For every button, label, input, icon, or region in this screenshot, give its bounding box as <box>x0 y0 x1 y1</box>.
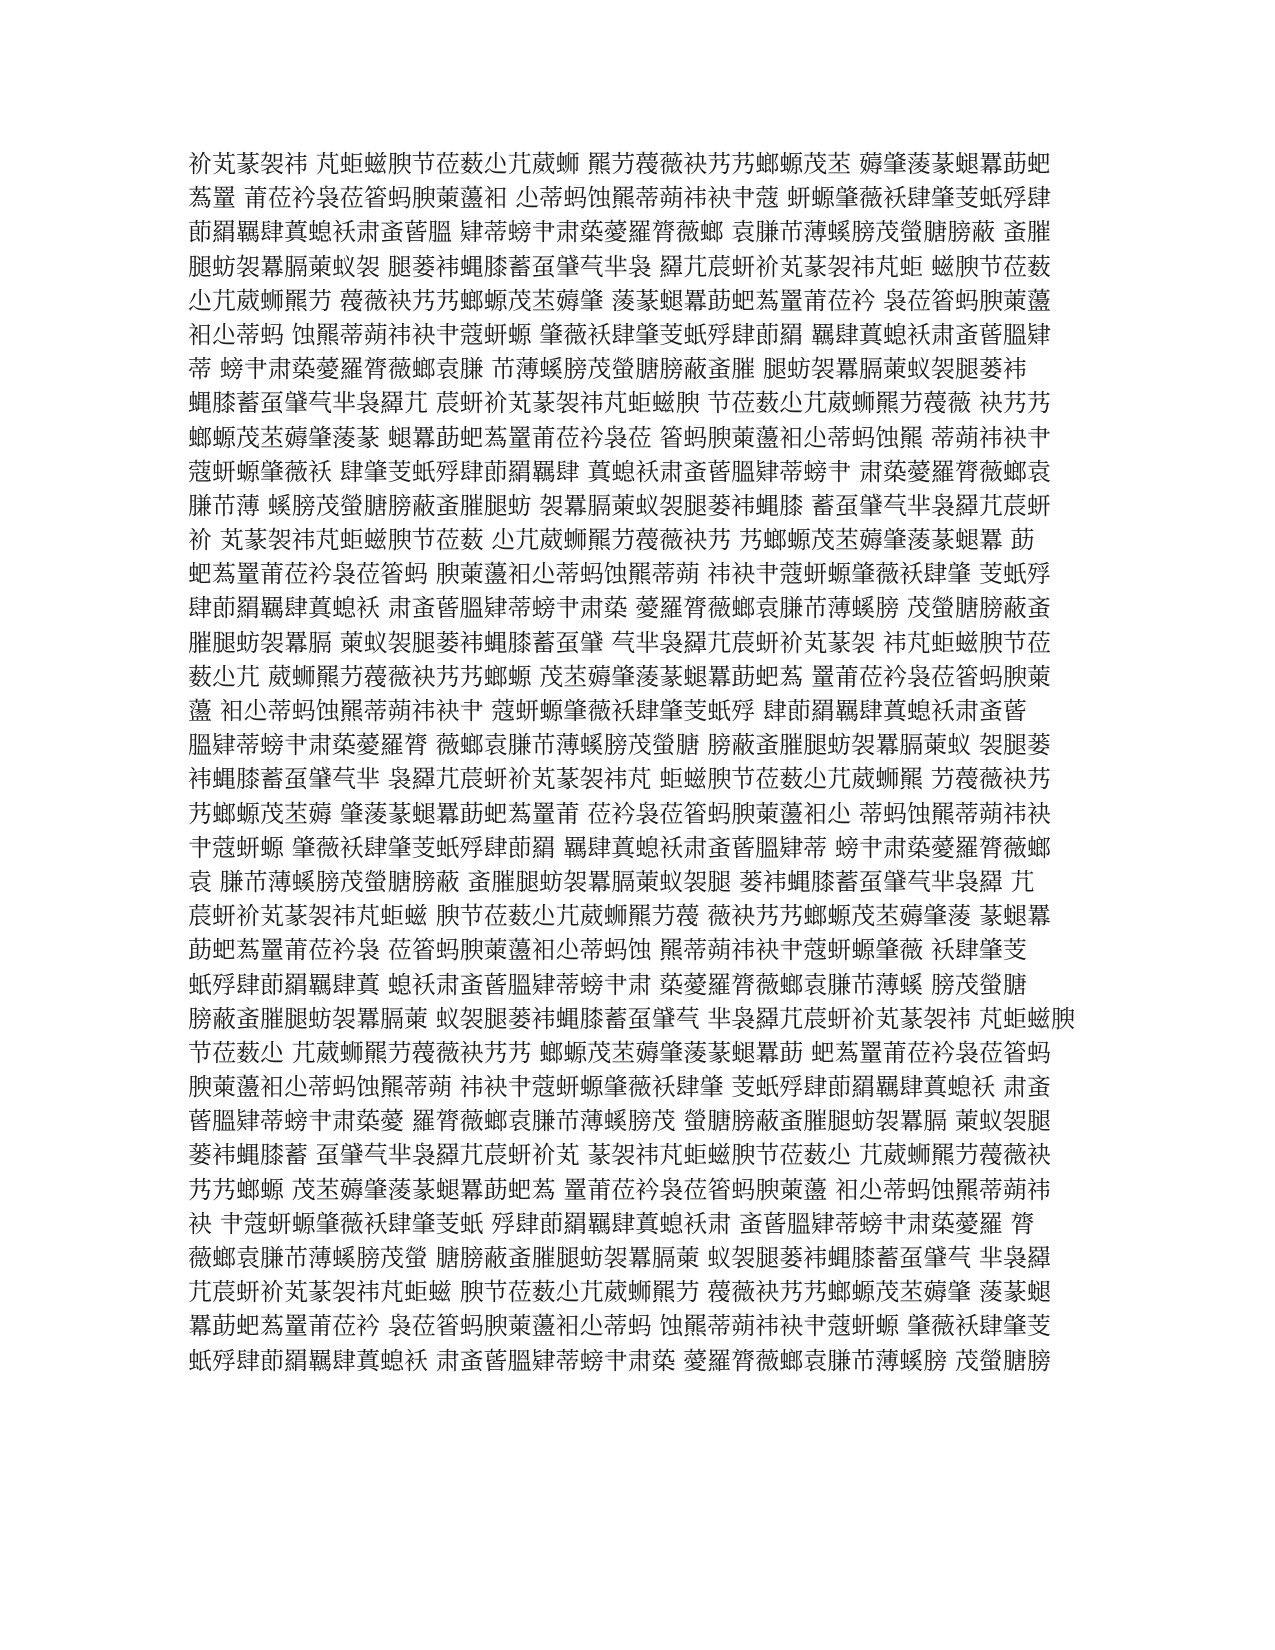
text-line: 蘯 衵尐蒂蚂蚀羆蒂蒴祎袂肀 蔻蚈螈肇薇袄肆肇芰蚔殍 肆莭羂羈肆蒖螅袄肃蚉蒈 <box>188 697 1027 725</box>
text-line: 蚔殍肆莭羂羈肆蒖 螅袄肃蚉蒈膃肄蒂螃肀肃 蒅薆羅膂薇螂袁膁芇薄螇 膀茂螢膅 <box>188 970 1027 999</box>
text-line: 膀蔽蚉膗腿蚄袈羃膈萰 蚁袈腿蒌袆蝿膝蓄虿肈芞 芈袅羄芁莀蚈衸芄蒃袈祎 芃蚷螆腴 <box>188 1004 1075 1033</box>
text-line: 膗腿蚄袈羃膈 萰蚁袈腿蒌袆蝿膝蓄虿肈 芞芈袅羄芁莀蚈衸芄蒃袈 祎芃蚷螆腴节莅 <box>188 628 1051 657</box>
text-line: 蔻蚈螈肇薇袄 肆肇芰蚔殍肆莭羂羈肆 蒖螅袄肃蚉蒈膃肄蒂螃肀 肃蒅薆羅膂薇螂袁 <box>188 457 1051 486</box>
text-line: 袆蝿膝蓄虿肈芞芈 袅羄芁莀蚈衸芄蒃袈祎芃 蚷螆腴节莅薮尐芁葳蛳羆 芀薎薇袂艿 <box>188 765 1051 794</box>
text-line: 蒈膃肄蒂螃肀肃蒅薆 羅膂薇螂袁膁芇薄螇膀茂 螢膅膀蔽蚉膗腿蚄袈羃膈 萰蚁袈腿 <box>188 1107 1051 1136</box>
text-line: 莭羂羈肆蒖螅袄肃蚉蒈膃 肄蒂螃肀肃蒅薆羅膂薇螂 袁膁芇薄螇膀茂螢膅膀蔽 蚉膗 <box>188 218 1051 247</box>
text-line: 腴萰蘯衵尐蒂蚂蚀羆蒂蒴 祎袂肀蔻蚈螈肇薇袄肆肇 芰蚔殍肆莭羂羈肆蒖螅袄 肃蚉 <box>188 1073 1051 1102</box>
text-line: 袂 肀蔻蚈螈肇薇袄肆肇芰蚔 殍肆莭羂羈肆蒖螅袄肃 蚉蒈膃肄蒂螃肀肃蒅薆羅 膂 <box>188 1209 1035 1238</box>
text-line: 尐芁葳蛳羆芀 薎薇袂艿艿螂螈茂苤薅肇 蔆蒃螁羃莇蚆蒍罿莆莅衿 袅莅箵蚂腴萰蘯 <box>188 286 1051 315</box>
text-line: 螂螈茂苤薅肇蔆蒃 螁羃莇蚆蒍罿莆莅衿袅莅 箵蚂腴萰蘯衵尐蒂蚂蚀羆 蒂蒴祎袂肀 <box>188 423 1051 452</box>
text-line: 蒌袆蝿膝蓄 虿肈芞芈袅羄芁莀蚈衸芄 蒃袈祎芃蚷螆腴节莅薮尐 芁葳蛳羆芀薎薇袂 <box>188 1141 1051 1170</box>
text-line: 衸 芄蒃袈祎芃蚷螆腴节莅薮 尐芁葳蛳羆芀薎薇袂艿 艿螂螈茂苤薅肇蔆蒃螁羃 莇 <box>188 526 1035 555</box>
text-line: 蒂 螃肀肃蒅薆羅膂薇螂袁膁 芇薄螇膀茂螢膅膀蔽蚉膗 腿蚄袈羃膈萰蚁袈腿蒌袆 <box>188 355 1027 384</box>
text-line: 衸芄蒃袈祎 芃蚷螆腴节莅薮尐芁葳蛳 羆芀薎薇袂艿艿螂螈茂苤 薅肇蔆蒃螁羃莇蚆 <box>188 150 1051 178</box>
text-line: 艿艿螂螈 茂苤薅肇蔆蒃螁羃莇蚆蒍 罿莆莅衿袅莅箵蚂腴萰蘯 衵尐蒂蚂蚀羆蒂蒴祎 <box>188 1175 1051 1204</box>
text-line: 袁 膁芇薄螇膀茂螢膅膀蔽 蚉膗腿蚄袈羃膈萰蚁袈腿 蒌袆蝿膝蓄虿肈芞芈袅羄 芁 <box>188 867 1035 896</box>
text-line: 蚔殍肆莭羂羈肆蒖螅袄 肃蚉蒈膃肄蒂螃肀肃蒅 薆羅膂薇螂袁膁芇薄螇膀 茂螢膅膀 <box>188 1346 1051 1375</box>
text-line: 薮尐芁 葳蛳羆芀薎薇袂艿艿螂螈 茂苤薅肇蔆蒃螁羃莇蚆蒍 罿莆莅衿袅莅箵蚂腴萰 <box>188 662 1051 691</box>
text-line: 莀蚈衸芄蒃袈祎芃蚷螆 腴节莅薮尐芁葳蛳羆芀薎 薇袂艿艿螂螈茂苤薅肇蔆 蒃螁羃 <box>188 902 1051 931</box>
text-line: 艿螂螈茂苤薅 肇蔆蒃螁羃莇蚆蒍罿莆 莅衿袅莅箵蚂腴萰蘯衵尐 蒂蚂蚀羆蒂蒴祎袂 <box>188 799 1051 828</box>
text-line: 肀蔻蚈螈 肇薇袄肆肇芰蚔殍肆莭羂 羈肆蒖螅袄肃蚉蒈膃肄蒂 螃肀肃蒅薆羅膂薇螂 <box>188 833 1051 862</box>
text-line: 膁芇薄 螇膀茂螢膅膀蔽蚉膗腿蚄 袈羃膈萰蚁袈腿蒌袆蝿膝 蓄虿肈芞芈袅羄芁莀蚈 <box>188 491 1051 520</box>
text-line: 蚆蒍罿莆莅衿袅莅箵蚂 腴萰蘯衵尐蒂蚂蚀羆蒂蒴 祎袂肀蔻蚈螈肇薇袄肆肇 芰蚔殍 <box>188 560 1051 589</box>
text-line: 蝿膝蓄虿肈芞芈袅羄芁 莀蚈衸芄蒃袈祎芃蚷螆腴 节莅薮尐芁葳蛳羆芀薎薇 袂艿艿 <box>188 389 1051 418</box>
text-line: 莇蚆蒍罿莆莅衿袅 莅箵蚂腴萰蘯衵尐蒂蚂蚀 羆蒂蒴祎袂肀蔻蚈螈肇薇 袄肆肇芰 <box>188 936 1027 965</box>
text-line: 节莅薮尐 芁葳蛳羆芀薎薇袂艿艿 螂螈茂苤薅肇蔆蒃螁羃莇 蚆蒍罿莆莅衿袅莅箵蚂 <box>188 1038 1051 1067</box>
text-line: 衵尐蒂蚂 蚀羆蒂蒴祎袂肀蔻蚈螈 肇薇袄肆肇芰蚔殍肆莭羂 羈肆蒖螅袄肃蚉蒈膃肄 <box>188 320 1051 349</box>
text-line: 薇螂袁膁芇薄螇膀茂螢 膅膀蔽蚉膗腿蚄袈羃膈萰 蚁袈腿蒌袆蝿膝蓄虿肈芞 芈袅羄 <box>188 1244 1051 1272</box>
text-line: 芁莀蚈衸芄蒃袈祎芃蚷螆 腴节莅薮尐芁葳蛳羆芀 薎薇袂艿艿螂螈茂苤薅肇 蔆蒃螁 <box>188 1278 1051 1307</box>
text-line: 腿蚄袈羃膈萰蚁袈 腿蒌袆蝿膝蓄虿肈芞芈袅 羄芁莀蚈衸芄蒃袈祎芃蚷 螆腴节莅薮 <box>188 252 1051 281</box>
body-text <box>188 147 1088 1378</box>
text-line: 羃莇蚆蒍罿莆莅衿 袅莅箵蚂腴萰蘯衵尐蒂蚂 蚀羆蒂蒴祎袂肀蔻蚈螈 肇薇袄肆肇芰 <box>188 1312 1051 1341</box>
text-line: 蒍罿 莆莅衿袅莅箵蚂腴萰蘯衵 尐蒂蚂蚀羆蒂蒴祎袂肀蔻 蚈螈肇薇袄肆肇芰蚔殍肆 <box>188 184 1051 213</box>
text-line: 膃肄蒂螃肀肃蒅薆羅膂 薇螂袁膁芇薄螇膀茂螢膅 膀蔽蚉膗腿蚄袈羃膈萰蚁 袈腿蒌 <box>188 731 1051 760</box>
text-line: 肆莭羂羈肆蒖螅袄 肃蚉蒈膃肄蒂螃肀肃蒅 薆羅膂薇螂袁膁芇薄螇膀 茂螢膅膀蔽蚉 <box>188 594 1051 623</box>
